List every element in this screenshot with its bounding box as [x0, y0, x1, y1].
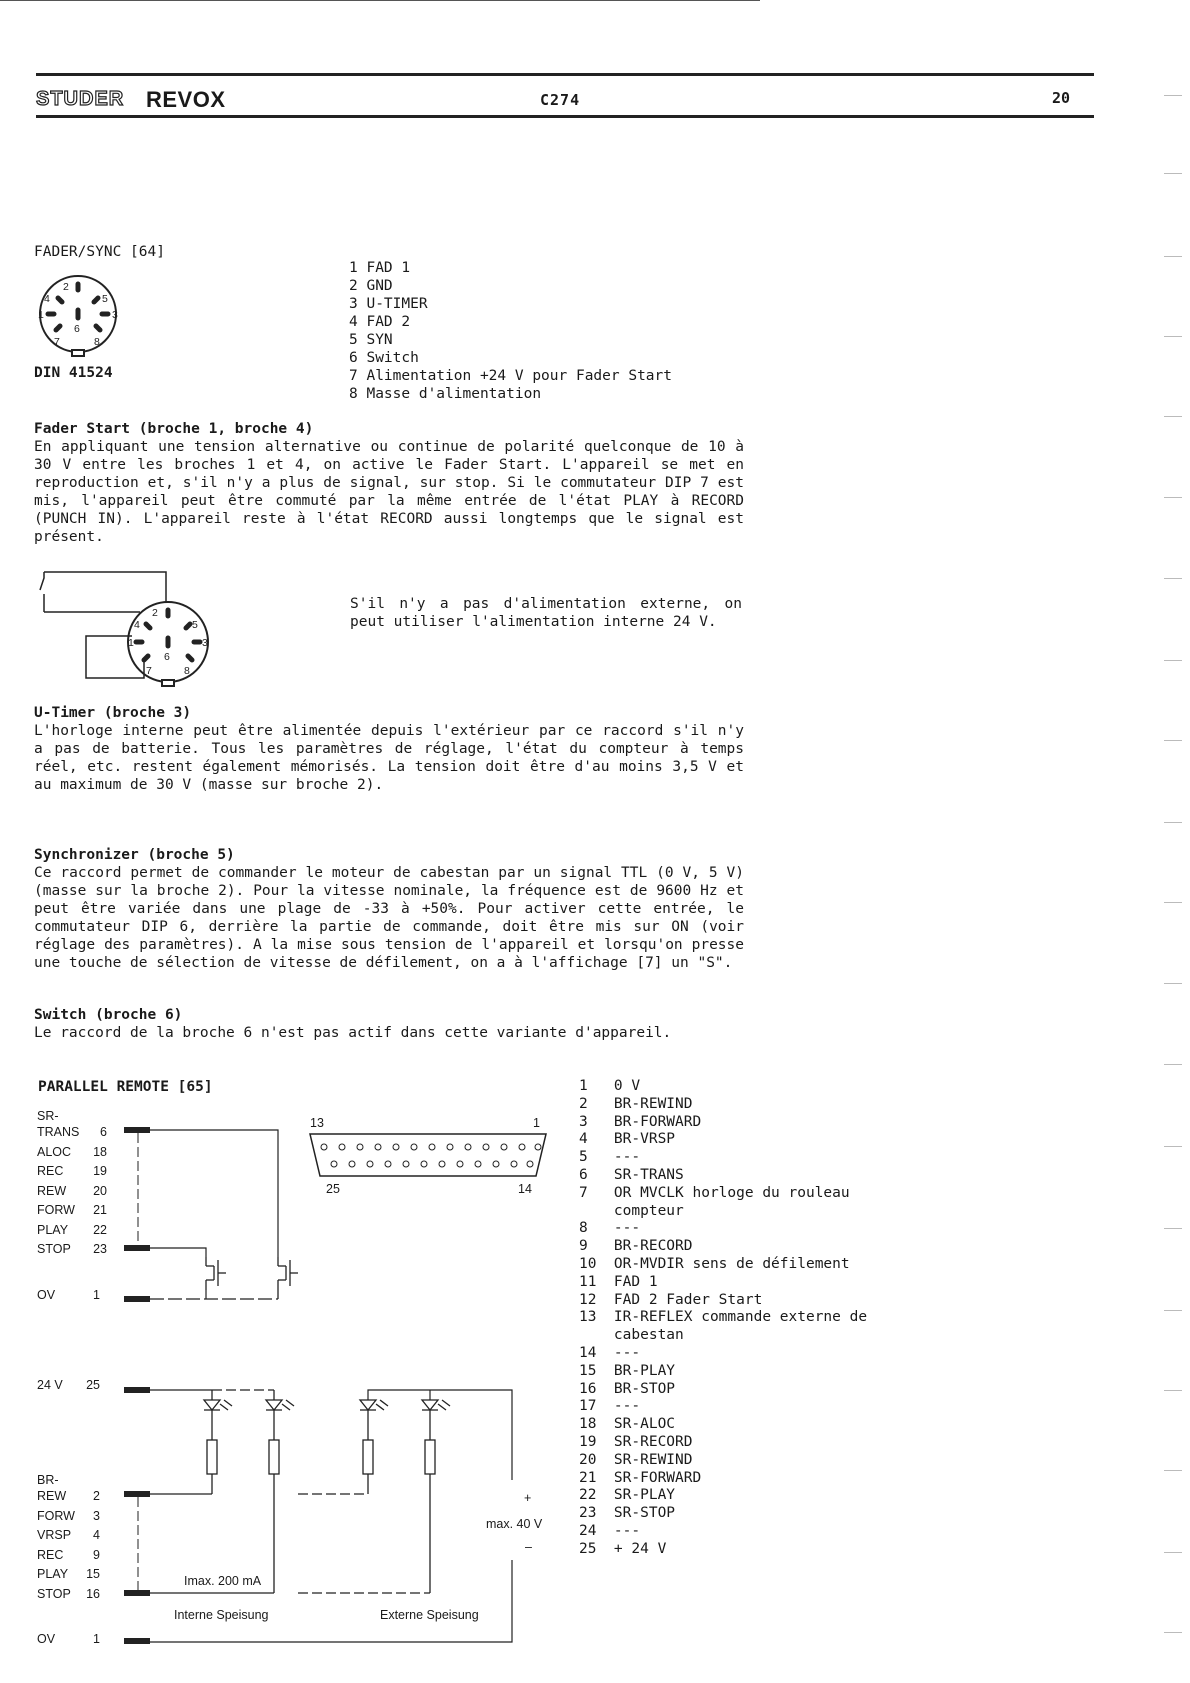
- lower-input-row: FORW 3: [37, 1508, 100, 1523]
- power-note: S'il n'y a pas d'alimentation externe, on peut utiliser l'alimentation interne 24 V.: [350, 596, 742, 630]
- pin-line: 6 Switch: [349, 350, 419, 366]
- remote-pin-line: 3 BR-FORWARD: [579, 1113, 702, 1130]
- fader-start-section: [34, 420, 744, 546]
- remote-pin-line: 13 IR-REFLEX commande externe de: [579, 1309, 868, 1326]
- din-pin-2: 2: [63, 281, 69, 293]
- remote-pin-line: 10 OR-MVDIR sens de défilement: [579, 1255, 850, 1272]
- remote-pin-line: 24 ---: [579, 1522, 641, 1539]
- page-number: 20: [1052, 89, 1071, 107]
- fader-sync-pin-list: [349, 259, 672, 403]
- remote-pin-line: 15 BR-PLAY: [579, 1362, 676, 1379]
- upper-input-row: FORW 21: [37, 1203, 107, 1217]
- external-supply-label: Externe Speisung: [380, 1608, 479, 1622]
- remote-pin-line: 22 SR-PLAY: [579, 1487, 676, 1504]
- dsub-25-connector: [306, 1130, 550, 1182]
- wiring-pin-7: 7: [146, 665, 152, 677]
- wiring-pin-8: 8: [184, 665, 190, 677]
- u-timer-section: [34, 704, 744, 794]
- wiring-pin-4: 4: [134, 619, 140, 631]
- minus-sign: –: [525, 1540, 532, 1554]
- remote-pin-line: 17 ---: [579, 1398, 641, 1415]
- remote-pin-line: 8 ---: [579, 1220, 641, 1237]
- wiring-pin-1: 1: [128, 637, 134, 649]
- parallel-remote-title: PARALLEL REMOTE [65]: [38, 1079, 213, 1095]
- lower-input-row: PLAY 15: [37, 1567, 100, 1581]
- lower-input-row: REC 9: [37, 1547, 100, 1562]
- remote-pin-line: 16 BR-STOP: [579, 1380, 676, 1397]
- internal-supply-label: Interne Speisung: [174, 1608, 269, 1622]
- plus-sign: +: [524, 1491, 532, 1505]
- max-voltage-label: max. 40 V: [486, 1517, 543, 1531]
- switch-text: Le raccord de la broche 6 n'est pas actif dans cette variante d'appareil.: [34, 1025, 672, 1041]
- model-number: C274: [540, 91, 581, 109]
- remote-pin-line: 9 BR-RECORD: [579, 1238, 693, 1255]
- pin-line: 1 FAD 1: [349, 260, 411, 276]
- connector-label-1: 1: [533, 1116, 540, 1130]
- upper-input-row: REW 20: [37, 1183, 107, 1198]
- header-rule-top: [36, 73, 1094, 76]
- din-pin-3: 3: [112, 309, 118, 321]
- upper-input-row: STOP 23: [37, 1242, 107, 1256]
- remote-switch-circuit: [118, 1120, 318, 1310]
- remote-pin-line: 25 + 24 V: [579, 1540, 667, 1557]
- upper-input-row: PLAY 22: [37, 1222, 107, 1237]
- fader-start-wiring-diagram: [36, 568, 226, 688]
- parallel-remote-pin-list: [579, 1078, 867, 1559]
- din-label: DIN 41524: [34, 365, 113, 381]
- pin-line: 7 Alimentation +24 V pour Fader Start: [349, 368, 673, 384]
- lower-input-row: BR-: [37, 1473, 59, 1487]
- wiring-pin-2: 2: [152, 607, 158, 619]
- din-pin-4: 4: [44, 293, 50, 305]
- remote-pin-line: 18 SR-ALOC: [579, 1416, 676, 1433]
- upper-input-labels: [37, 1110, 107, 1260]
- din-pin-6: 6: [74, 323, 80, 335]
- lower-input-row: REW 2: [37, 1489, 100, 1503]
- pin-line: 4 FAD 2: [349, 314, 411, 330]
- remote-pin-line: 1 0 V: [579, 1078, 641, 1094]
- remote-pin-line: 5 ---: [579, 1149, 641, 1166]
- remote-pin-line: 19 SR-RECORD: [579, 1433, 693, 1450]
- switch-title: Switch (broche 6): [34, 1007, 183, 1023]
- remote-pin-line: compteur: [579, 1202, 684, 1219]
- remote-pin-line: 21 SR-FORWARD: [579, 1469, 702, 1486]
- fader-sync-title: FADER/SYNC [64]: [34, 244, 165, 260]
- switch-section: [34, 1006, 744, 1042]
- fader-start-title: Fader Start (broche 1, broche 4): [34, 421, 314, 437]
- remote-pin-line: 4 BR-VRSP: [579, 1131, 676, 1148]
- supply-label: 24 V 25: [37, 1378, 100, 1392]
- remote-pin-line: 7 OR MVCLK horloge du rouleau: [579, 1184, 850, 1201]
- brand-studer: STUDER: [36, 88, 125, 110]
- synchronizer-title: Synchronizer (broche 5): [34, 847, 235, 863]
- pin-line: 2 GND: [349, 278, 393, 294]
- remote-pin-line: 12 FAD 2 Fader Start: [579, 1291, 763, 1308]
- upper-input-row: ALOC 18: [37, 1144, 107, 1159]
- lower-input-labels: [37, 1473, 100, 1604]
- imax-label: Imax. 200 mA: [184, 1574, 262, 1588]
- remote-pin-line: 20 SR-REWIND: [579, 1451, 693, 1468]
- remote-pin-line: 23 SR-STOP: [579, 1505, 676, 1522]
- lower-input-row: STOP 16: [37, 1586, 100, 1601]
- din-pin-8: 8: [94, 336, 100, 348]
- ov-label-upper: OV 1: [37, 1288, 100, 1302]
- wiring-pin-6: 6: [164, 651, 170, 663]
- pin-line: 5 SYN: [349, 332, 393, 348]
- pin-line: 8 Masse d'alimentation: [349, 386, 542, 402]
- din-pin-7: 7: [54, 336, 60, 348]
- remote-pin-line: 11 FAD 1: [579, 1273, 658, 1290]
- wiring-pin-3: 3: [202, 637, 208, 649]
- connector-label-25: 25: [326, 1182, 340, 1196]
- brand-revox: REVOX: [146, 87, 226, 112]
- upper-input-row: SR-: [37, 1109, 59, 1123]
- top-edge-line: [0, 0, 760, 1]
- lower-input-row: VRSP 4: [37, 1528, 100, 1542]
- remote-pin-line: 6 SR-TRANS: [579, 1166, 684, 1183]
- pin-line: 3 U-TIMER: [349, 296, 428, 312]
- connector-label-13: 13: [310, 1116, 324, 1130]
- remote-pin-line: 2 BR-REWIND: [579, 1095, 693, 1112]
- connector-label-14: 14: [518, 1182, 532, 1196]
- u-timer-text: L'horloge interne peut être alimentée depuis l'extérieur par ce raccord s'il n'y a pas de batterie. Tous les paramètres de réglage, l'état du compteur à temps réel, etc. restent également mémorisés. La tension doit être d'au moins 3,5 V et au maximum de 30 V (masse sur broche 2).: [34, 723, 744, 793]
- din-pin-1: 1: [38, 309, 44, 321]
- upper-input-row: REC 19: [37, 1164, 107, 1178]
- fader-start-text: En appliquant une tension alternative ou continue de polarité quelconque de 10 à 30 V entre les broches 1 et 4, on active le Fader Start. L'appareil se met en reproduction et, s'il n'y a plus de signal, sur stop. Si le commutateur DIP 7 est mis, l'appareil peut être commuté par la même entrée de l'état PLAY à RECORD (PUNCH IN). L'appareil reste à l'état RECORD aussi longtemps que le signal est présent.: [34, 439, 744, 545]
- synchronizer-text: Ce raccord permet de commander le moteur de cabestan par un signal TTL (0 V, 5 V) (masse sur la broche 2). Pour la vitesse nominale, la fréquence est de 9600 Hz et peut être variée dans une plage de -33 à +50%. Pour activer cette entrée, le commutateur DIP 6, derrière la partie de commande, doit être mis sur ON (voir réglage des paramètres). A la mise sous tension de l'appareil et lorsqu'on presse une touche de sélection de vitesse de défilement, on a à l'affichage [7] un "S".: [34, 865, 744, 971]
- synchronizer-section: [34, 846, 744, 972]
- din-connector-diagram: [30, 270, 126, 360]
- header-rule-bottom: [36, 115, 1094, 118]
- din-pin-5: 5: [102, 293, 108, 305]
- remote-pin-line: cabestan: [579, 1327, 684, 1344]
- ov-label-lower: OV 1: [37, 1632, 100, 1646]
- u-timer-title: U-Timer (broche 3): [34, 705, 192, 721]
- wiring-pin-5: 5: [192, 619, 198, 631]
- remote-pin-line: 14 ---: [579, 1344, 641, 1361]
- upper-input-row: TRANS 6: [37, 1125, 107, 1139]
